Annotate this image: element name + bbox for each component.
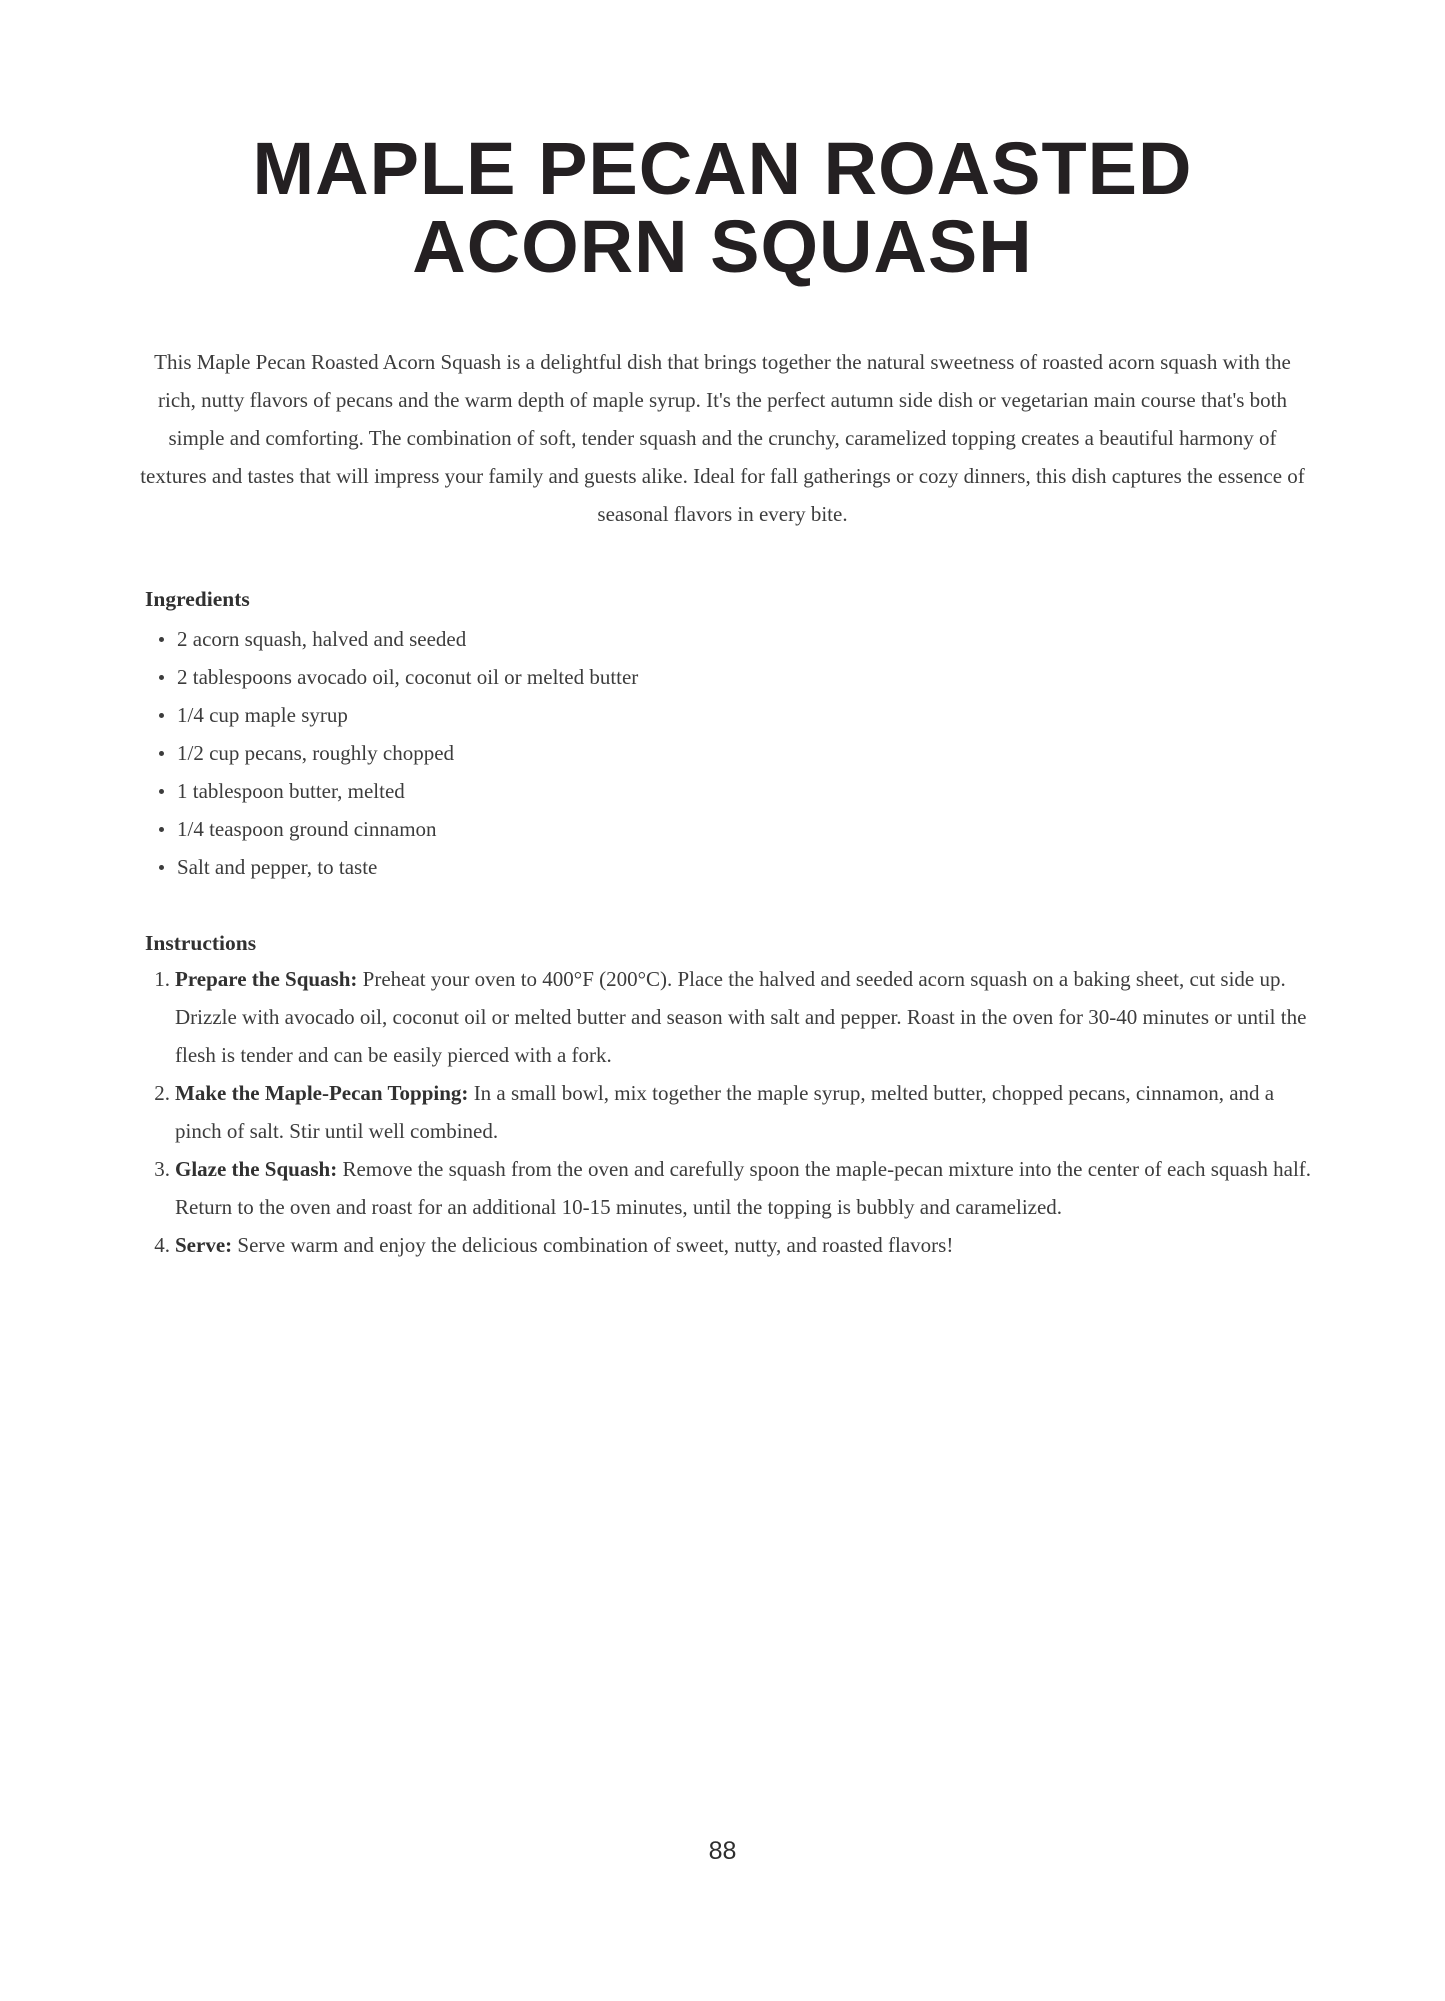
instruction-step-text: In a small bowl, mix together the maple syrup, melted butter, chopped pecans, cinnamon, and a pinch of salt. Stir until well combined. bbox=[175, 1081, 1275, 1143]
page-content bbox=[0, 127, 1445, 1264]
ingredient-item: Salt and pepper, to taste bbox=[122, 848, 1323, 886]
ingredient-item: 1/2 cup pecans, roughly chopped bbox=[122, 734, 1323, 772]
ingredients-list bbox=[122, 620, 1323, 886]
instruction-step-label: Make the Maple-Pecan Topping: bbox=[175, 1081, 474, 1105]
instruction-step bbox=[122, 1150, 1323, 1226]
page-title-line-2: ACORN SQUASH bbox=[412, 205, 1033, 288]
ingredients-heading: Ingredients bbox=[145, 587, 250, 611]
ingredients-section bbox=[122, 585, 1323, 886]
instruction-step-text: Preheat your oven to 400°F (200°C). Place the halved and seeded acorn squash on a baking sheet, cut side up. Drizzle with avocado oil, coconut oil or melted butter and season with salt and pepper. Roast in the oven for 30-40 minutes or until the flesh is tender and can be easily pierced with a fork. bbox=[175, 967, 1307, 1067]
instruction-step bbox=[122, 960, 1323, 1074]
ingredient-item: 2 acorn squash, halved and seeded bbox=[122, 620, 1323, 658]
instruction-step-label: Serve: bbox=[175, 1233, 238, 1257]
ingredient-item: 2 tablespoons avocado oil, coconut oil or melted butter bbox=[122, 658, 1323, 696]
instruction-step-label: Prepare the Squash: bbox=[175, 967, 363, 991]
ingredient-item: 1/4 teaspoon ground cinnamon bbox=[122, 810, 1323, 848]
instruction-step-text: Remove the squash from the oven and carefully spoon the maple-pecan mixture into the center of each squash half. Return to the oven and roast for an additional 10-15 minutes, until the topping is bubbly and caramelized. bbox=[175, 1157, 1312, 1219]
page-title bbox=[122, 127, 1323, 288]
instructions-list bbox=[122, 960, 1323, 1264]
page-title-line-1: MAPLE PECAN ROASTED bbox=[252, 127, 1193, 210]
instructions-heading: Instructions bbox=[145, 931, 257, 955]
instruction-step-text: Serve warm and enjoy the delicious combination of sweet, nutty, and roasted flavors! bbox=[237, 1233, 954, 1257]
ingredient-item: 1/4 cup maple syrup bbox=[122, 696, 1323, 734]
page-number: 88 bbox=[708, 1837, 737, 1865]
recipe-description: This Maple Pecan Roasted Acorn Squash is a delightful dish that brings together the natural sweetness of roasted acorn squash with the rich, nutty flavors of pecans and the warm depth of maple syrup. It's the perfect autumn side dish or vegetarian main course that's both simple and comforting. The combination of soft, tender squash and the crunchy, caramelized topping creates a beautiful harmony of textures and tastes that will impress your family and guests alike. Ideal for fall gatherings or cozy dinners, this dish captures the essence of seasonal flavors in every bite. bbox=[140, 350, 1305, 526]
ingredient-item: 1 tablespoon butter, melted bbox=[122, 772, 1323, 810]
recipe-page bbox=[0, 127, 1445, 2001]
instruction-step-label: Glaze the Squash: bbox=[175, 1157, 343, 1181]
instruction-step bbox=[122, 1074, 1323, 1150]
instruction-step bbox=[122, 1226, 1323, 1264]
instructions-section bbox=[122, 929, 1323, 1264]
